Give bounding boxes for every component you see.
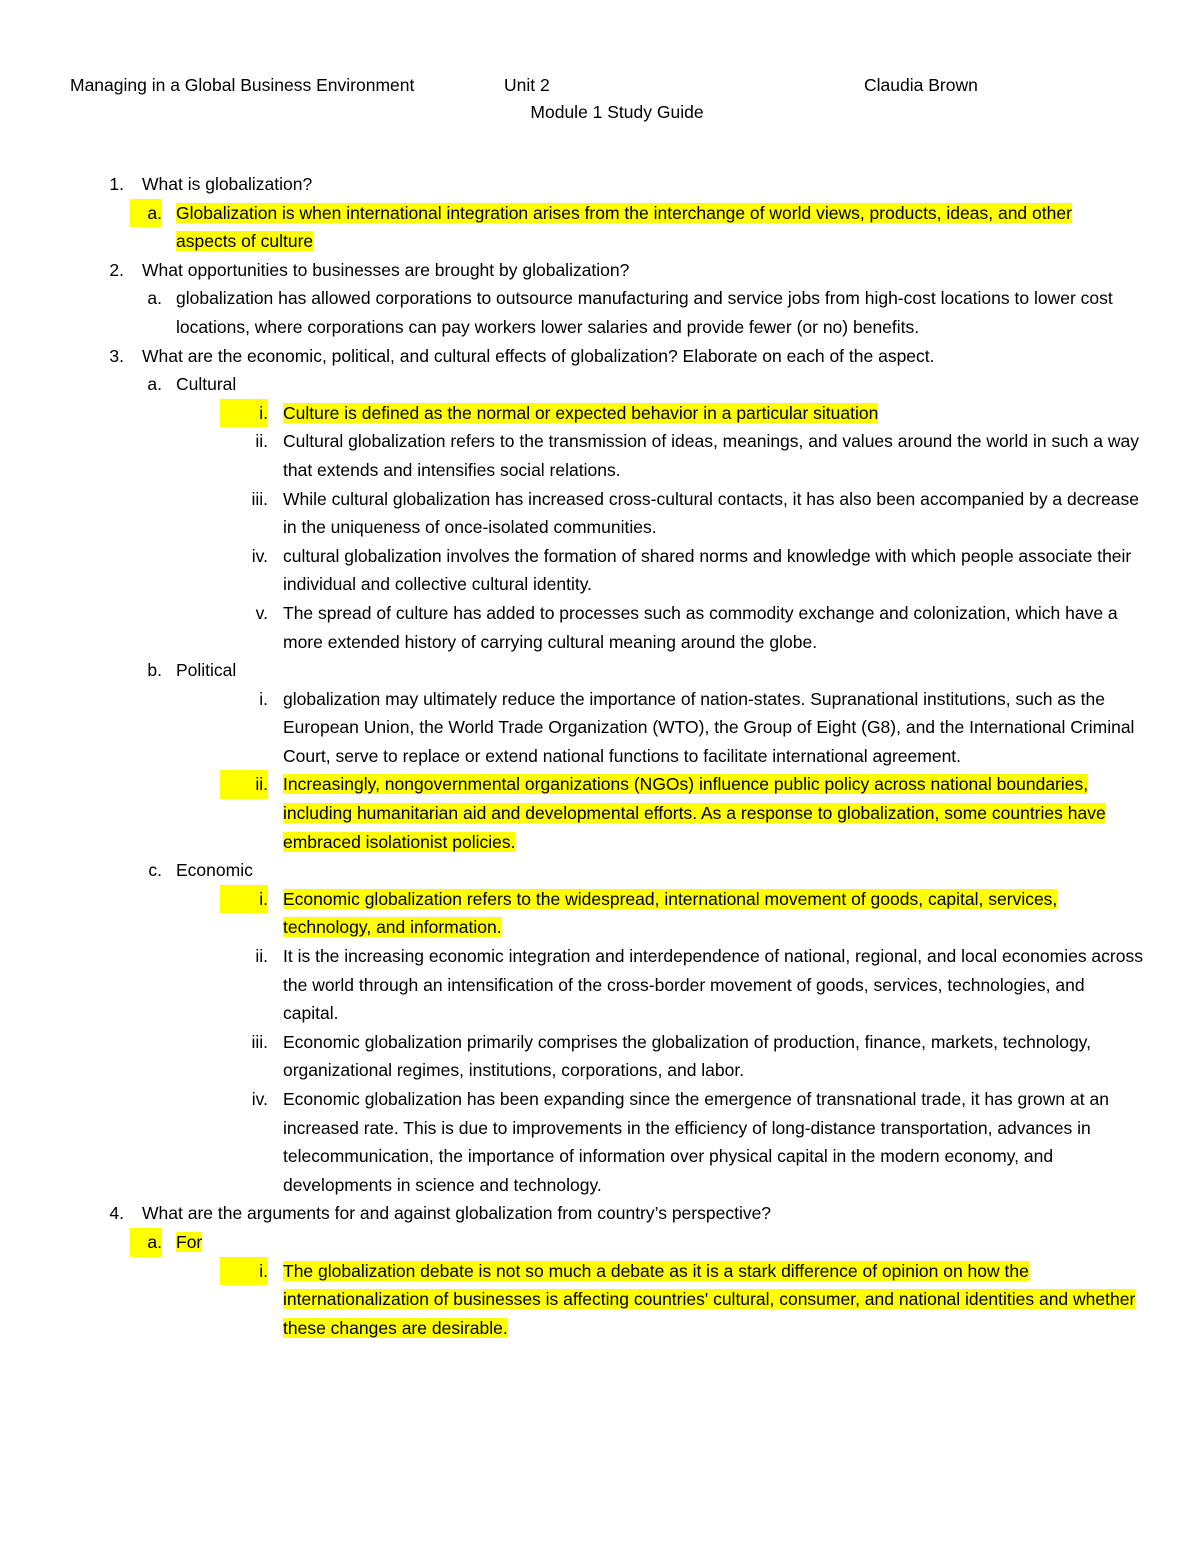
list-text: Economic: [176, 860, 253, 881]
list-marker: ii.: [255, 946, 268, 967]
detail-item: [0, 1085, 1200, 1199]
list-text: What opportunities to businesses are brought by globalization?: [142, 259, 630, 280]
list-text: What are the economic, political, and cultural effects of globalization? Elaborate on each of the aspect.: [142, 345, 935, 366]
list-marker: 4.: [109, 1203, 124, 1224]
list-text: globalization has allowed corporations to outsource manufacturing and service jobs from high-cost locations to lower cost locations, where corporations can pay workers lower salaries and provide fewer (or no) benefits.: [176, 288, 1113, 337]
list-text: It is the increasing economic integration and interdependence of national, regional, and local economies across the world through an intensification of the cross-border movement of goods, services, technologies, and capital.: [283, 946, 1143, 1024]
list-marker: iv.: [251, 545, 268, 566]
list-text: globalization may ultimately reduce the importance of nation-states. Supranational institutions, such as the European Union, the World Trade Organization (WTO), the Group of Eight (G8), and the International Criminal Court, serve to replace or extend national functions to facilitate international agreement.: [283, 688, 1135, 766]
list-marker: a.: [130, 1228, 162, 1257]
detail-item: [0, 1028, 1200, 1085]
list-marker: a.: [130, 199, 162, 228]
detail-item: [0, 599, 1200, 656]
question-item: [0, 342, 1200, 371]
list-text: Increasingly, nongovernmental organizations (NGOs) influence public policy across national boundaries, including humanitarian aid and developmental efforts. As a response to globalization, some countries have embraced isolationist policies.: [283, 774, 1106, 852]
list-text: Economic globalization primarily comprises the globalization of production, finance, markets, technology, organizational regimes, institutions, corporations, and labor.: [283, 1031, 1091, 1081]
list-marker: i.: [220, 399, 268, 428]
detail-item: [0, 942, 1200, 1028]
list-marker: ii.: [255, 431, 268, 452]
list-marker: i.: [220, 885, 268, 914]
list-marker: i.: [259, 688, 268, 709]
list-text: What is globalization?: [142, 174, 313, 194]
list-text: Economic globalization has been expanding since the emergence of transnational trade, it has grown at an increased rate. This is due to improvements in the efficiency of long-distance transportation, advances in telecommunication, the importance of information over physical capital in the modern economy, and developments in science and technology.: [283, 1089, 1109, 1195]
subpoint-item: [0, 856, 1200, 885]
list-marker: i.: [220, 1257, 268, 1286]
list-text: Culture is defined as the normal or expected behavior in a particular situation: [283, 402, 879, 423]
list-marker: v.: [255, 602, 268, 623]
list-text: The spread of culture has added to processes such as commodity exchange and colonization, which have a more extended history of carrying cultural meaning around the globe.: [283, 602, 1118, 652]
question-item: [0, 170, 1200, 199]
subpoint-item: [0, 284, 1200, 341]
list-marker: a.: [147, 374, 162, 395]
list-text: The globalization debate is not so much a debate as it is a stark difference of opinion on how the internationalization of businesses is affecting countries' cultural, consumer, and national identities and whether these changes are desirable.: [283, 1260, 1136, 1338]
list-marker: a.: [147, 288, 162, 309]
detail-item: [0, 885, 1200, 942]
list-text: Cultural: [176, 374, 237, 395]
list-marker: iii.: [251, 1031, 268, 1052]
subpoint-item: [0, 656, 1200, 685]
list-text: Globalization is when international integration arises from the interchange of world views, products, ideas, and other aspects of culture: [176, 202, 1072, 252]
detail-item: [0, 770, 1200, 856]
detail-item: [0, 542, 1200, 599]
list-marker: b.: [147, 660, 162, 681]
detail-item: [0, 685, 1200, 771]
subpoint-item: [0, 1228, 1200, 1257]
detail-item: [0, 485, 1200, 542]
list-text: Economic globalization refers to the widespread, international movement of goods, capital, services, technology, and information.: [283, 888, 1058, 938]
list-text: Political: [176, 660, 237, 681]
document-title: Module 1 Study Guide: [530, 102, 704, 122]
list-marker: iii.: [251, 488, 268, 509]
detail-item: [0, 399, 1200, 428]
author-name: Claudia Brown: [864, 75, 978, 95]
course-name: Managing in a Global Business Environment: [70, 75, 415, 95]
list-marker: 3.: [109, 345, 124, 366]
list-marker: iv.: [251, 1089, 268, 1109]
detail-item: [0, 427, 1200, 484]
subpoint-item: [0, 370, 1200, 399]
list-marker: c.: [148, 860, 162, 881]
unit-label: Unit 2: [504, 75, 550, 95]
list-text: cultural globalization involves the formation of shared norms and knowledge with which people associate their individual and collective cultural identity.: [283, 545, 1132, 595]
list-text: What are the arguments for and against globalization from country’s perspective?: [142, 1203, 772, 1224]
subpoint-item: [0, 199, 1200, 256]
list-text: Cultural globalization refers to the transmission of ideas, meanings, and values around the world in such a way that extends and intensifies social relations.: [283, 431, 1140, 480]
list-marker: ii.: [220, 770, 268, 799]
detail-item: [0, 1257, 1200, 1343]
list-marker: 1.: [109, 174, 124, 194]
study-guide-list: [0, 170, 1200, 1342]
question-item: [0, 1199, 1200, 1228]
list-text: For: [176, 1231, 203, 1252]
question-item: [0, 256, 1200, 285]
list-marker: 2.: [109, 259, 124, 280]
list-text: While cultural globalization has increased cross-cultural contacts, it has also been accompanied by a decrease in the uniqueness of once-isolated communities.: [283, 488, 1140, 538]
